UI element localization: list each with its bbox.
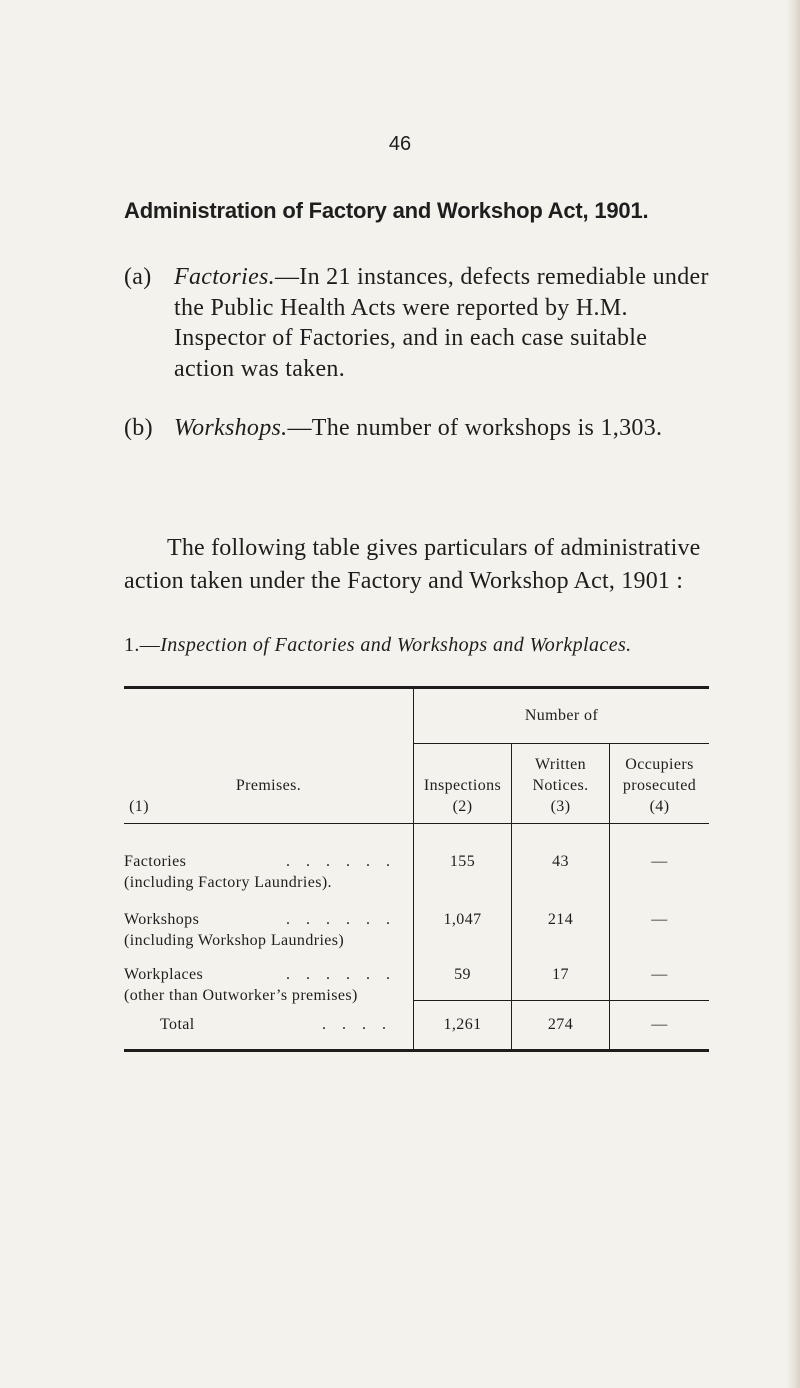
intro-paragraph [124,532,724,598]
row-workshops-sub: (including Workshop Laundries) [124,932,345,949]
table-bottom-rule [124,1049,709,1052]
row-workshops-prosecuted: — [651,911,668,928]
header-bottom-rule [124,823,709,824]
row-total-notices: 274 [547,1016,574,1033]
paragraph-marker: (a) [124,264,152,290]
row-workshops-notices: 214 [547,911,574,928]
table-title-text: Inspection of Factories and Workshops and Workplaces. [160,634,632,656]
row-workplaces-prosecuted: — [651,966,668,983]
intro-line: The following table gives particulars of administrative [167,535,701,561]
header-prosecuted: prosecuted [622,777,697,794]
table-title [124,634,632,657]
row-factories-prosecuted: — [651,853,668,870]
header-prosecuted-number: (4) [649,798,670,815]
page-number: 46 [388,133,412,155]
total-rule [414,1000,709,1001]
paragraph-text: —The number of workshops is 1,303. [287,415,663,441]
paragraph-lead: Factories. [174,264,275,290]
header-occupiers: Occupiers [625,756,694,773]
row-workplaces-name: Workplaces [124,966,204,983]
row-leader-dots: . . . . . . [286,853,396,870]
paragraph-line: action was taken. [174,355,346,382]
row-workplaces-notices: 17 [552,966,569,983]
header-notices-number: (3) [550,798,571,815]
row-workplaces-sub: (other than Outworker’s premises) [124,987,358,1004]
row-total-leader-dots: . . . . [322,1016,392,1033]
header-notices: Notices. [532,777,589,794]
group-header-number-of: Number of [524,707,599,724]
page-heading: Administration of Factory and Workshop Act, 1901. [124,198,649,223]
row-workplaces-inspections: 59 [454,966,471,983]
table-number: 1.— [124,634,161,656]
intro-line: action taken under the Factory and Workshop Act, 1901 : [124,568,684,594]
row-workshops-inspections: 1,047 [443,911,482,928]
paragraph-lead: Workshops. [174,415,288,441]
paragraph-marker: (b) [124,415,153,441]
row-factories-sub: (including Factory Laundries). [124,874,332,891]
paragraph-text: —In 21 instances, defects remediable under [274,264,709,290]
row-leader-dots: . . . . . . [286,911,396,928]
paragraph-line: Inspector of Factories, and in each case suitable [174,325,648,351]
paragraph-workshops [124,413,724,444]
row-total-label: Total [160,1016,195,1033]
row-workshops-name: Workshops [124,911,200,928]
table-top-rule [124,686,709,689]
paragraph-line: the Public Health Acts were reported by H.M. [174,294,628,321]
row-total-prosecuted: — [651,1016,668,1033]
header-premises-number: (1) [129,798,149,815]
header-written: Written [534,756,587,773]
row-leader-dots: . . . . . . [286,966,396,983]
paragraph-factories [124,262,724,384]
page-edge [786,0,800,1388]
header-premises: Premises. [235,777,302,794]
group-header-rule [414,743,709,744]
header-inspections-number: (2) [452,798,473,815]
row-total-inspections: 1,261 [443,1016,482,1033]
row-factories-name: Factories [124,853,187,870]
row-factories-notices: 43 [552,853,569,870]
header-inspections: Inspections [423,777,502,794]
row-factories-inspections: 155 [449,853,476,870]
